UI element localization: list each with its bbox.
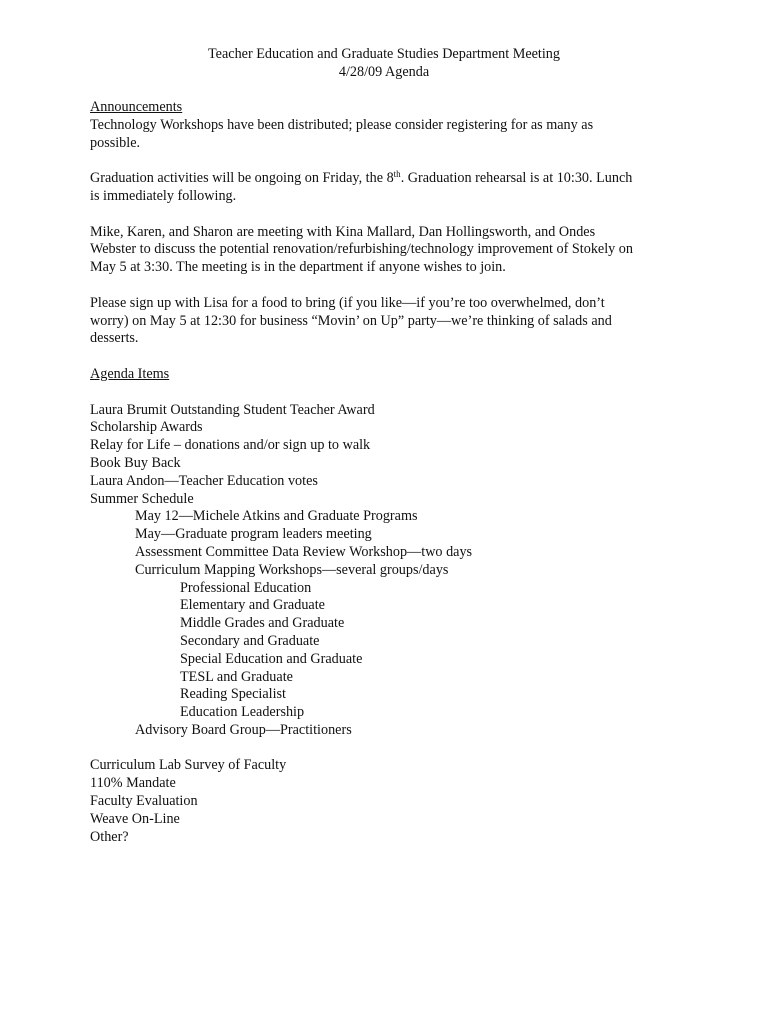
announcements-heading: Announcements — [90, 99, 183, 115]
agenda-item: Laura Andon—Teacher Education votes — [90, 472, 318, 489]
mapping-group: Secondary and Graduate — [180, 632, 320, 649]
agenda-item: Relay for Life – donations and/or sign up to walk — [90, 437, 371, 454]
document-title: Teacher Education and Graduate Studies Department Meeting — [208, 46, 560, 62]
agenda-item: Book Buy Back — [90, 454, 181, 471]
announcement-text: desserts. — [90, 330, 139, 347]
mapping-group: Education Leadership — [180, 704, 305, 721]
agenda-item: Summer Schedule — [90, 490, 194, 507]
agenda-item: Curriculum Lab Survey of Faculty — [90, 757, 287, 774]
announcement-text: worry) on May 5 at 12:30 for business “Movin’ on Up” party—we’re thinking of salads and — [90, 312, 612, 329]
mapping-group: TESL and Graduate — [180, 668, 293, 685]
summer-schedule-item: May—Graduate program leaders meeting — [135, 526, 372, 543]
announcement-text: Mike, Karen, and Sharon are meeting with Kina Mallard, Dan Hollingsworth, and Ondes — [90, 223, 596, 240]
mapping-group: Professional Education — [180, 579, 312, 596]
agenda-item: Scholarship Awards — [90, 419, 203, 436]
agenda-item: Other? — [90, 828, 129, 845]
document-body — [90, 99, 690, 846]
announcement-text: May 5 at 3:30. The meeting is in the department if anyone wishes to join. — [90, 259, 506, 276]
mapping-group: Reading Specialist — [180, 686, 286, 703]
summer-schedule-item: Curriculum Mapping Workshops—several groups/days — [135, 561, 449, 578]
announcement-text: possible. — [90, 134, 141, 151]
summer-schedule-item: Assessment Committee Data Review Workshop—two days — [135, 543, 473, 560]
agenda-heading: Agenda Items — [90, 365, 170, 382]
announcement-text: Webster to discuss the potential renovation/refurbishing/technology improvement of Stokely on — [90, 241, 633, 258]
mapping-group: Middle Grades and Graduate — [180, 615, 345, 632]
agenda-item: 110% Mandate — [90, 775, 176, 792]
agenda-item: Weave On-Line — [90, 810, 180, 827]
document-subtitle: 4/28/09 Agenda — [338, 64, 430, 80]
announcement-text: is immediately following. — [90, 187, 237, 204]
mapping-group: Special Education and Graduate — [180, 650, 363, 667]
summer-schedule-item: May 12—Michele Atkins and Graduate Programs — [135, 508, 418, 525]
agenda-item: Laura Brumit Outstanding Student Teacher Award — [90, 401, 375, 418]
mapping-group: Elementary and Graduate — [180, 597, 325, 614]
document-header — [0, 45, 768, 81]
announcement-text: Graduation activities will be ongoing on Friday, the 8th. Graduation rehearsal is at 10:30. Lunch — [90, 169, 633, 187]
agenda-item: Faculty Evaluation — [90, 793, 198, 810]
summer-schedule-item: Advisory Board Group—Practitioners — [135, 721, 352, 738]
announcement-text: Please sign up with Lisa for a food to bring (if you like—if you’re too overwhelmed, don’t — [90, 294, 605, 311]
announcement-text: Technology Workshops have been distributed; please consider registering for as many as — [90, 116, 594, 133]
